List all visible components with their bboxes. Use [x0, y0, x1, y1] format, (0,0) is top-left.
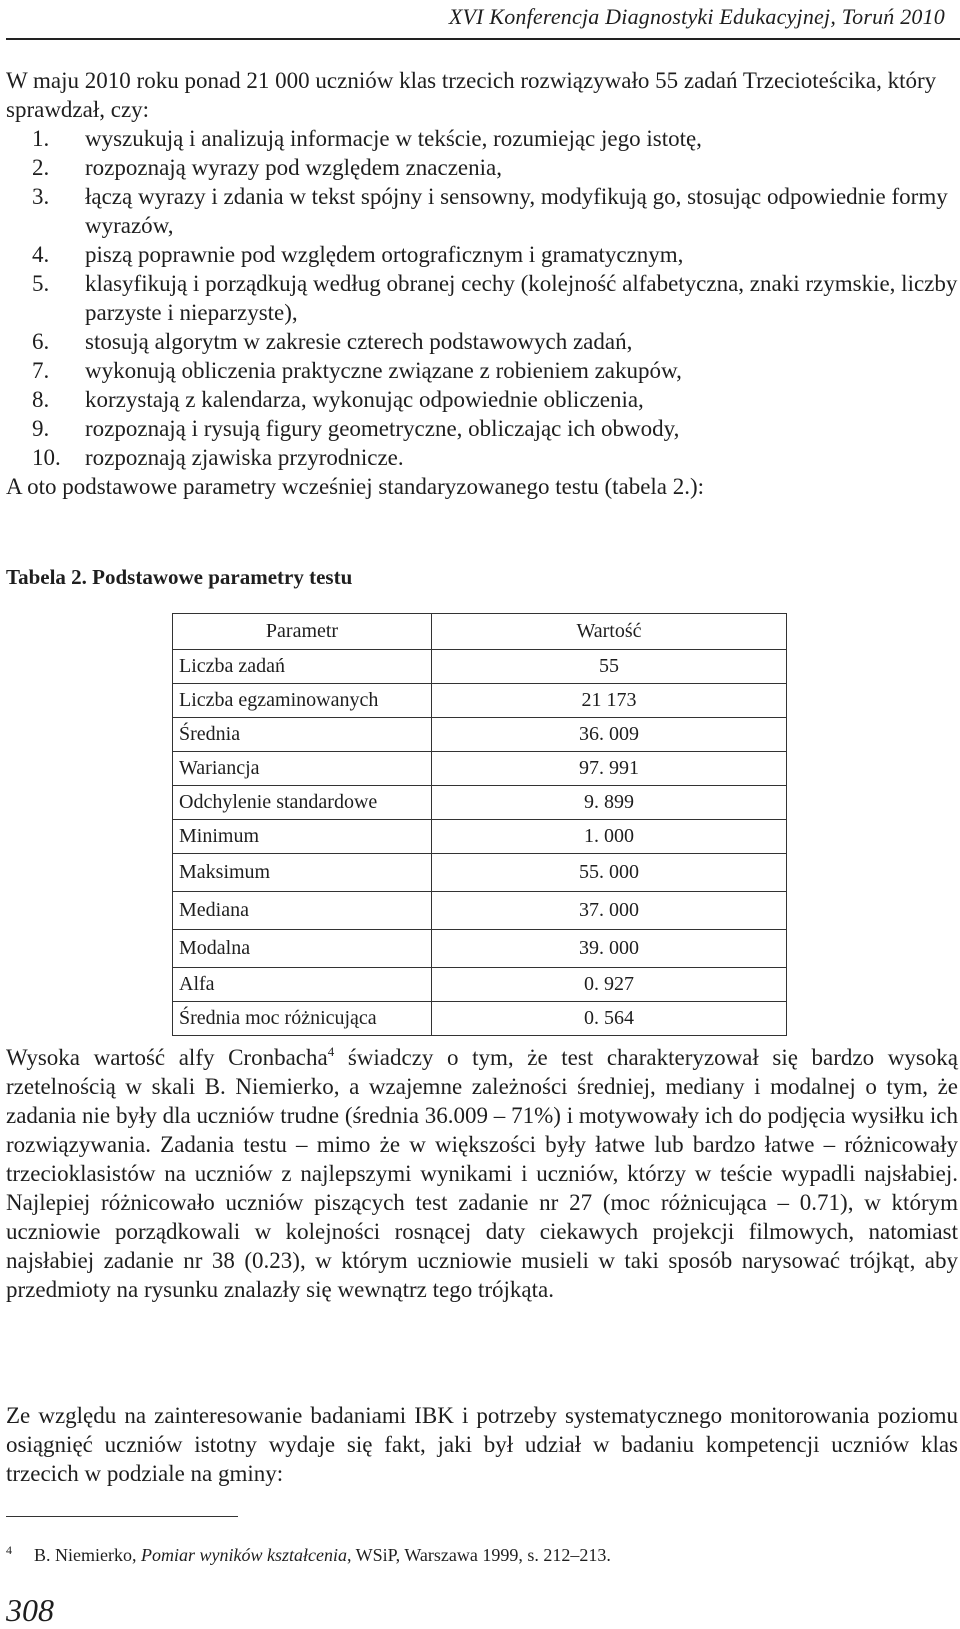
body-paragraph-cronbach [6, 1043, 958, 1304]
parameter-value: 9. 899 [432, 786, 787, 820]
list-item-text: rozpoznają i rysują figury geometryczne, obliczając ich obwody, [85, 416, 680, 441]
parameter-name: Alfa [173, 968, 432, 1002]
list-item-text: rozpoznają zjawiska przyrodnicze. [85, 445, 404, 470]
intro-section [6, 66, 958, 501]
list-item-text: rozpoznają wyrazy pod względem znaczenia, [85, 155, 502, 180]
list-item-number: 1. [32, 126, 50, 151]
parameter-name: Maksimum [173, 854, 432, 892]
table-row [173, 786, 787, 820]
table-caption: Tabela 2. Podstawowe parametry testu [6, 565, 353, 589]
footnote-mark: 4 [6, 1543, 12, 1557]
footnote-title: Pomiar wyników kształcenia [140, 1545, 347, 1565]
list-item-text: klasyfikują i porządkują według obranej cechy (kolejność alfabetyczna, znaki rzymskie, liczby parzyste i nieparzyste), [85, 271, 958, 325]
parameter-value: 37. 000 [432, 892, 787, 930]
list-item [6, 356, 958, 385]
list-item-text: wykonują obliczenia praktyczne związane z robieniem zakupów, [85, 358, 682, 383]
footnote-divider [6, 1516, 238, 1517]
parameter-value: 55. 000 [432, 854, 787, 892]
list-item-number: 5. [32, 271, 50, 296]
body-paragraph-gminy: Ze względu na zainteresowanie badaniami IBK i potrzeby systematycznego monitorowania poziomu osiągnięć uczniów istotny wydaje się fakt, jaki był udział w badaniu kompetencji uczniów klas trzecich w podziale na gminy: [6, 1403, 958, 1486]
table-row [173, 684, 787, 718]
footnote-details: , WSiP, Warszawa 1999, s. 212–213. [346, 1545, 611, 1565]
table-row [173, 718, 787, 752]
parameter-name: Liczba zadań [173, 650, 432, 684]
list-item-number: 7. [32, 358, 50, 383]
table-row [173, 820, 787, 854]
list-item-text: piszą poprawnie pod względem ortograficznym i gramatycznym, [85, 242, 684, 267]
paragraph-text-start: Wysoka wartość alfy Cronbacha [6, 1045, 328, 1070]
parameter-value: 55 [432, 650, 787, 684]
running-header: XVI Konferencja Diagnostyki Edukacyjnej, Toruń 2010 [448, 4, 945, 29]
parameter-value: 36. 009 [432, 718, 787, 752]
paragraph-text-rest: świadczy o tym, że test charakteryzował się bardzo wysoką rzetelnością w skali B. Niemierko, a wzajemne zależności średniej, mediany i modalnej o tym, że zadania nie były dla uczniów trudne (średnia 36.009 – 71%) i motywowały ich do podjęcia wysiłku ich rozwiązywania. Zadania testu – mimo że w większości były łatwe lub bardzo łatwe – różnicowały trzecioklasistów na uczniów z najlepszymi wynikami i uczniów, którzy w teście wypadli najsłabiej. Najlepiej różnicowało uczniów piszących test zadanie nr 27 (moc różnicująca – 0.71), w którym uczniowie porządkowali w kolejności rosnącej daty ciekawych projekcji filmowych, natomiast najsłabiej zadanie nr 38 (0.23), w którym uczniowie musieli w taki sposób narysować trójkąt, aby przedmioty na rysunku znalazły się wewnątrz tego trójkąta. [6, 1045, 958, 1302]
table-row [173, 892, 787, 930]
parameter-value: 0. 927 [432, 968, 787, 1002]
parameter-value: 0. 564 [432, 1002, 787, 1036]
list-item-number: 2. [32, 155, 50, 180]
table-row [173, 752, 787, 786]
list-item [6, 269, 958, 327]
list-item [6, 385, 958, 414]
list-item [6, 443, 958, 472]
parameter-name: Średnia moc różnicująca [173, 1002, 432, 1036]
list-item-text: korzystają z kalendarza, wykonując odpowiednie obliczenia, [85, 387, 644, 412]
parameter-name: Mediana [173, 892, 432, 930]
parameter-name: Odchylenie standardowe [173, 786, 432, 820]
table-row [173, 930, 787, 968]
parameter-value: 97. 991 [432, 752, 787, 786]
intro-paragraph: W maju 2010 roku ponad 21 000 uczniów klas trzecich rozwiązywało 55 zadań Trzecioteścika, który sprawdzał, czy: [6, 68, 937, 122]
footnote-reference[interactable]: 4 [327, 1044, 335, 1059]
parameter-value: 39. 000 [432, 930, 787, 968]
table-row [173, 854, 787, 892]
list-item [6, 153, 958, 182]
list-item-number: 8. [32, 387, 50, 412]
table-row [173, 968, 787, 1002]
table-intro-sentence: A oto podstawowe parametry wcześniej standaryzowanego testu (tabela 2.): [6, 474, 705, 499]
list-item-number: 10. [32, 445, 61, 470]
page-number: 308 [6, 1592, 54, 1628]
header-divider [6, 38, 960, 40]
task-list [6, 124, 958, 472]
parameter-name: Liczba egzaminowanych [173, 684, 432, 718]
list-item-number: 4. [32, 242, 50, 267]
list-item [6, 182, 958, 240]
list-item [6, 124, 958, 153]
list-item-text: stosują algorytm w zakresie czterech podstawowych zadań, [85, 329, 633, 354]
list-item-number: 3. [32, 184, 50, 209]
table-header-row [173, 614, 787, 650]
list-item [6, 327, 958, 356]
parameter-name: Modalna [173, 930, 432, 968]
parameter-name: Wariancja [173, 752, 432, 786]
list-item-text: wyszukują i analizują informacje w tekście, rozumiejąc jego istotę, [85, 126, 702, 151]
footnote [6, 1543, 611, 1566]
column-header-parameter: Parametr [173, 614, 432, 650]
list-item [6, 414, 958, 443]
parameters-table [172, 613, 787, 1036]
table-row [173, 1002, 787, 1036]
parameter-name: Minimum [173, 820, 432, 854]
list-item-number: 6. [32, 329, 50, 354]
list-item-text: łączą wyrazy i zdania w tekst spójny i sensowny, modyfikują go, stosując odpowiednie formy wyrazów, [85, 184, 948, 238]
list-item [6, 240, 958, 269]
parameter-value: 1. 000 [432, 820, 787, 854]
parameter-value: 21 173 [432, 684, 787, 718]
footnote-author: B. Niemierko, [34, 1545, 141, 1565]
column-header-value: Wartość [432, 614, 787, 650]
table-row [173, 650, 787, 684]
parameter-name: Średnia [173, 718, 432, 752]
list-item-number: 9. [32, 416, 50, 441]
